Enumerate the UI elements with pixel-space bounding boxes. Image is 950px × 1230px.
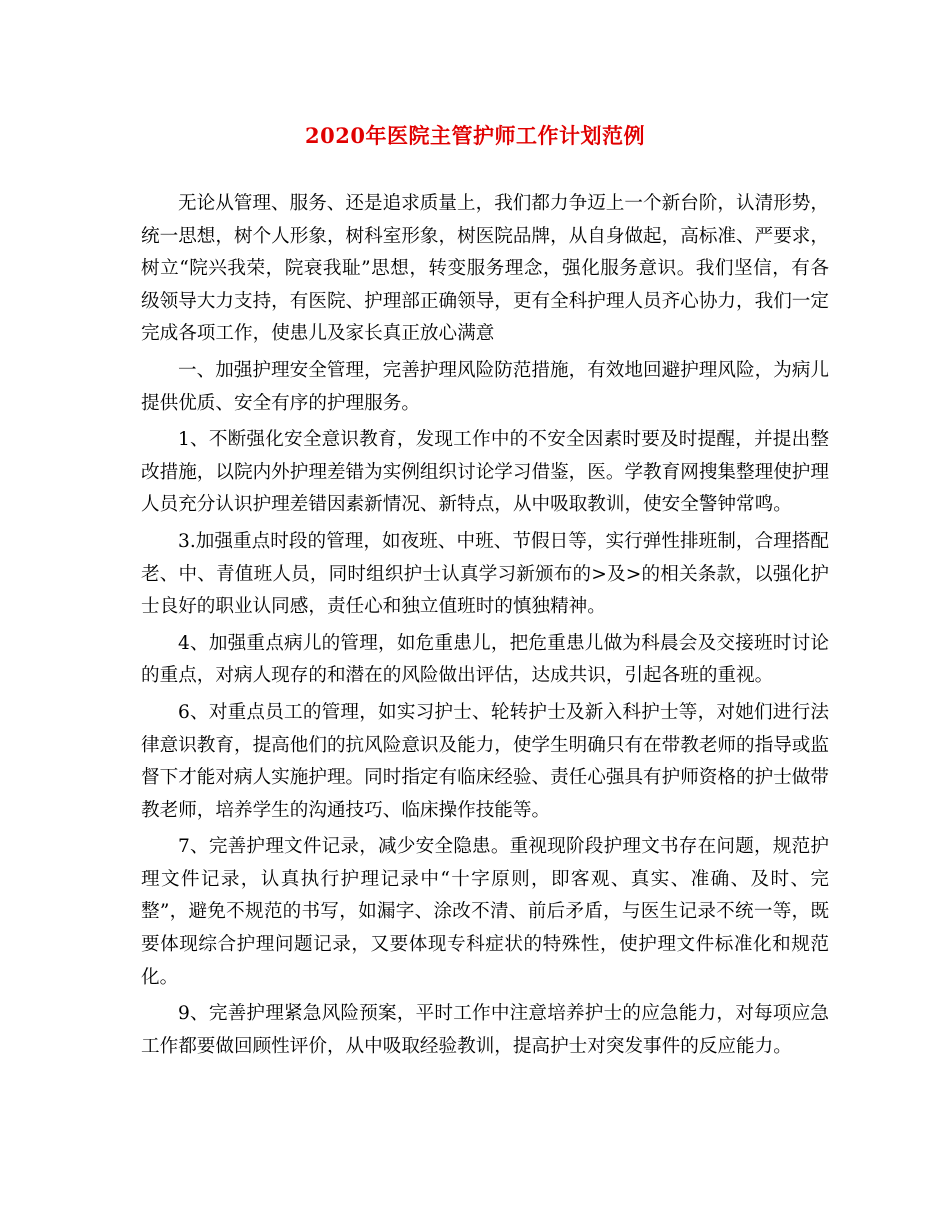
item-paragraph-4: 4、加强重点病儿的管理，如危重患儿，把危重患儿做为科晨会及交接班时讨论的重点，对病人现存的和潜在的风险做出评估，达成共识，引起各班的重视。 (141, 632, 829, 687)
item-paragraph-7: 7、完善护理文件记录，减少安全隐患。重视现阶段护理文书存在问题，规范护理文件记录，认真执行护理记录中“十字原则，即客观、真实、准确、及时、完整”，避免不规范的书写，如漏字、涂改不清、前后矛盾，与医生记录不统一等，既要体现综合护理问题记录，又要体现专科症状的特殊性，使护理文件标准化和规范化。 (141, 836, 829, 988)
intro-paragraph: 无论从管理、服务、还是追求质量上，我们都力争迈上一个新台阶，认清形势，统一思想，树个人形象，树科室形象，树医院品牌，从自身做起，高标准、严要求，树立“院兴我荣，院衰我耻”思想，转变服务理念，强化服务意识。我们坚信，有各级领导大力支持，有医院、护理部正确领导，更有全科护理人员齐心协力，我们一定完成各项工作，使患儿及家长真正放心满意 (141, 193, 829, 345)
item-paragraph-3: 3.加强重点时段的管理，如夜班、中班、节假日等，实行弹性排班制，合理搭配老、中、青值班人员，同时组织护士认真学习新颁布的>及>的相关条款，以强化护士良好的职业认同感，责任心和独立值班时的慎独精神。 (141, 530, 829, 618)
item-paragraph-1: 1、不断强化安全意识教育，发现工作中的不安全因素时要及时提醒，并提出整改措施，以院内外护理差错为实例组织讨论学习借鉴，医。学教育网搜集整理使护理人员充分认识护理差错因素新情况、新特点，从中吸取教训，使安全警钟常鸣。 (141, 429, 829, 516)
document-title: 2020年医院主管护师工作计划范例 (305, 123, 645, 148)
item-paragraph-9: 9、完善护理紧急风险预案，平时工作中注意培养护士的应急能力，对每项应急工作都要做回顾性评价，从中吸取经验教训，提高护士对突发事件的反应能力。 (141, 1003, 829, 1057)
item-paragraph-6: 6、对重点员工的管理，如实习护士、轮转护士及新入科护士等，对她们进行法律意识教育，提高他们的抗风险意识及能力，使学生明确只有在带教老师的指导或监督下才能对病人实施护理。同时指定有临床经验、责任心强具有护师资格的护士做带教老师，培养学生的沟通技巧、临床操作技能等。 (141, 701, 829, 821)
document-body (141, 188, 829, 1067)
section-heading-1: 一、加强护理安全管理，完善护理风险防范措施，有效地回避护理风险，为病儿提供优质、安全有序的护理服务。 (141, 359, 829, 414)
